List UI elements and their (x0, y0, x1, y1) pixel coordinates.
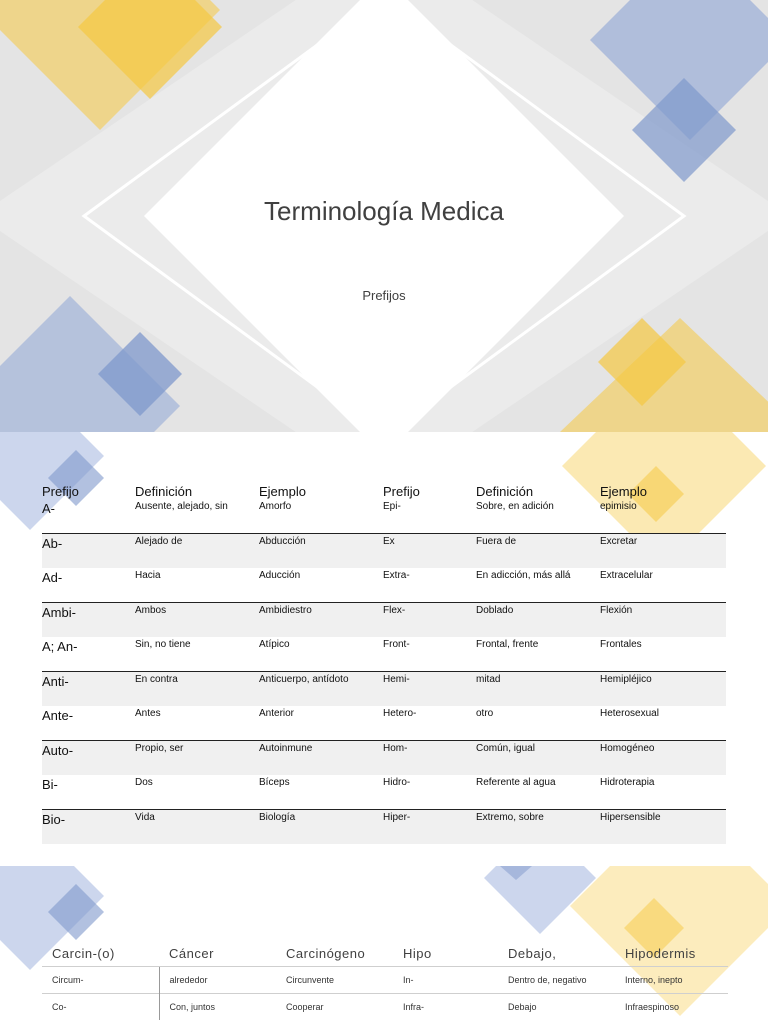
cell-prefix: Ambi- (42, 603, 135, 638)
cell-prefix-2: Flex- (383, 603, 476, 638)
cell-example-2: epimisio (600, 499, 726, 534)
cell-definition-2: Común, igual (476, 741, 600, 776)
table-row (42, 741, 726, 776)
cell-prefix-2: Infra- (393, 994, 498, 1021)
page-title: Terminología Medica (264, 196, 504, 226)
header-4: Hipo (403, 945, 432, 961)
cell-example: Aducción (259, 568, 383, 603)
cell-prefix-2: Ex (383, 534, 476, 569)
cell-prefix-2: Hetero- (383, 706, 476, 741)
cell-prefix-2: Hemi- (383, 672, 476, 707)
table-row (42, 603, 726, 638)
cell-prefix: A; An- (42, 637, 135, 672)
cell-definition: Ausente, alejado, sin (135, 499, 259, 534)
prefix-table-slide-2 (0, 866, 768, 1024)
cell-example-2: Hemipléjico (600, 672, 726, 707)
table-row (42, 967, 728, 994)
cell-prefix: A- (42, 499, 135, 534)
cell-definition: Vida (135, 810, 259, 845)
cell-example: Anterior (259, 706, 383, 741)
cell-example: Anticuerpo, antídoto (259, 672, 383, 707)
cell-example: Autoinmune (259, 741, 383, 776)
cell-example-2: Frontales (600, 637, 726, 672)
header-ejemplo: Ejemplo (259, 484, 306, 499)
cell-prefix-2: Front- (383, 637, 476, 672)
cell-example-2: Flexión (600, 603, 726, 638)
cell-prefix-2: Hiper- (383, 810, 476, 845)
cell-example-2: Hipersensible (600, 810, 726, 845)
table-row (42, 637, 726, 672)
cell-prefix-2: In- (393, 967, 498, 994)
cell-example: Amorfo (259, 499, 383, 534)
table-row (42, 672, 726, 707)
cell-prefix-2: Hidro- (383, 775, 476, 810)
cell-definition-2: Debajo (498, 994, 615, 1021)
cell-prefix: Bi- (42, 775, 135, 810)
cell-definition: alrededor (159, 967, 276, 994)
cell-prefix: Auto- (42, 741, 135, 776)
cell-definition: Hacia (135, 568, 259, 603)
cell-prefix: Ante- (42, 706, 135, 741)
header-3: Carcinógeno (286, 945, 366, 961)
header-prefijo-2: Prefijo (383, 484, 420, 499)
cell-definition-2: Dentro de, negativo (498, 967, 615, 994)
cell-definition: En contra (135, 672, 259, 707)
cell-prefix-2: Epi- (383, 499, 476, 534)
title-slide (0, 0, 768, 432)
cell-definition: Antes (135, 706, 259, 741)
header-2: Cáncer (169, 945, 214, 961)
cell-example: Ambidiestro (259, 603, 383, 638)
cell-example: Bíceps (259, 775, 383, 810)
cell-example-2: Extracelular (600, 568, 726, 603)
cell-definition-2: Sobre, en adición (476, 499, 600, 534)
header-prefijo: Prefijo (42, 484, 79, 499)
cell-definition-2: mitad (476, 672, 600, 707)
cell-example-2: Excretar (600, 534, 726, 569)
cell-prefix: Ab- (42, 534, 135, 569)
cell-definition-2: Frontal, frente (476, 637, 600, 672)
cell-definition: Alejado de (135, 534, 259, 569)
cell-prefix: Anti- (42, 672, 135, 707)
table-row (42, 568, 726, 603)
header-6: Hipodermis (625, 945, 696, 961)
cell-definition-2: Fuera de (476, 534, 600, 569)
header-5: Debajo, (508, 945, 557, 961)
cell-example-2: Interno, inepto (615, 967, 728, 994)
cell-definition-2: En adicción, más allá (476, 568, 600, 603)
cell-prefix: Ad- (42, 568, 135, 603)
cell-definition: Ambos (135, 603, 259, 638)
table-row (42, 994, 728, 1021)
cell-definition-2: Doblado (476, 603, 600, 638)
prefix-table-2 (42, 940, 728, 1020)
table-row (42, 775, 726, 810)
header-1: Carcin-(o) (52, 945, 115, 961)
cell-example-2: Heterosexual (600, 706, 726, 741)
cell-definition-2: otro (476, 706, 600, 741)
cell-example: Atípico (259, 637, 383, 672)
header-definicion-2: Definición (476, 484, 534, 499)
table-row (42, 499, 726, 534)
cell-definition-2: Referente al agua (476, 775, 600, 810)
table-row (42, 534, 726, 569)
cell-definition: Propio, ser (135, 741, 259, 776)
cell-example-2: Infraespinoso (615, 994, 728, 1021)
prefix-table-slide (0, 432, 768, 866)
table-header-row (42, 477, 726, 499)
table-header-row (42, 940, 728, 967)
cell-definition: Dos (135, 775, 259, 810)
header-ejemplo-2: Ejemplo (600, 484, 647, 499)
header-definicion: Definición (135, 484, 193, 499)
prefix-table (42, 477, 726, 844)
cell-prefix-2: Hom- (383, 741, 476, 776)
cell-example: Circunvente (276, 967, 393, 994)
cell-example: Cooperar (276, 994, 393, 1021)
page-subtitle: Prefijos (362, 288, 406, 303)
cell-example-2: Hidroterapia (600, 775, 726, 810)
cell-example-2: Homogéneo (600, 741, 726, 776)
cell-prefix: Co- (42, 994, 159, 1021)
cell-definition: Sin, no tiene (135, 637, 259, 672)
cell-definition: Con, juntos (159, 994, 276, 1021)
table-row (42, 706, 726, 741)
cell-example: Abducción (259, 534, 383, 569)
table-row (42, 810, 726, 845)
cell-example: Biología (259, 810, 383, 845)
cell-prefix: Circum- (42, 967, 159, 994)
cell-definition-2: Extremo, sobre (476, 810, 600, 845)
cell-prefix-2: Extra- (383, 568, 476, 603)
cell-prefix: Bio- (42, 810, 135, 845)
